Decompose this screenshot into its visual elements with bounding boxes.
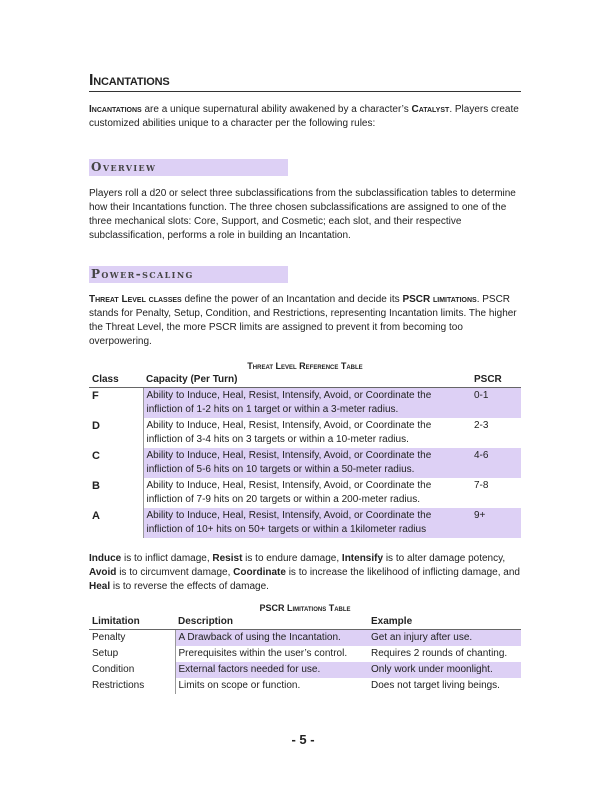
power-scaling-heading: Power-scaling — [91, 267, 194, 281]
power-text-2: . PSCR stands for Penalty, Setup, Condition, and Restrictions, representing Incantation limits. The higher the Threat Level, the more PSCR limits are assigned to prevent it from becoming too overpowering. — [89, 294, 517, 347]
header-example: Example — [368, 615, 521, 630]
class-cell: C — [89, 448, 143, 478]
limitation-cell: Penalty — [89, 630, 175, 647]
description-cell: A Drawback of using the Incantation. — [175, 630, 368, 647]
definitions-paragraph — [89, 552, 521, 594]
limitation-cell: Restrictions — [89, 678, 175, 694]
limitation-cell: Condition — [89, 662, 175, 678]
limitation-cell: Setup — [89, 646, 175, 662]
capacity-cell: Ability to Induce, Heal, Resist, Intensify, Avoid, or Coordinate the infliction of 1-2 hits on 1 target or within a 3-meter radius. — [143, 388, 471, 419]
def-text: is to increase the likelihood of inflicting damage, and — [285, 567, 520, 578]
capacity-cell: Ability to Induce, Heal, Resist, Intensify, Avoid, or Coordinate the infliction of 5-6 hits on 10 targets or within a 50-meter radius. — [143, 448, 471, 478]
def-text: is to alter damage potency, — [383, 553, 506, 564]
table-row — [89, 448, 521, 478]
overview-heading-bar — [89, 159, 288, 176]
header-description: Description — [175, 615, 368, 630]
page-title: Incantations — [89, 72, 521, 92]
capacity-cell: Ability to Induce, Heal, Resist, Intensify, Avoid, or Coordinate the infliction of 10+ hits on 50+ targets or within a 1kilometer radius — [143, 508, 471, 538]
class-cell: A — [89, 508, 143, 538]
power-scaling-paragraph — [89, 293, 521, 349]
threat-table-header-row — [89, 373, 521, 388]
example-cell: Requires 2 rounds of chanting. — [371, 648, 508, 659]
description-cell: Prerequisites within the user’s control. — [178, 648, 348, 659]
overview-paragraph: Players roll a d20 or select three subclassifications from the subclassification tables to determine how their Incantations function. The three chosen subclassifications are assigned to one of the three mechanical slots: Core, Support, and Cosmetic; each slot, and their respective subclassification, performs a role in building an Incantation. — [89, 188, 516, 241]
term-resist: Resist — [212, 553, 243, 564]
table-row — [89, 662, 521, 678]
table-row — [89, 418, 521, 448]
pscr-cell: 7-8 — [474, 480, 489, 491]
term-avoid: Avoid — [89, 567, 117, 578]
def-text: is to inflict damage, — [121, 553, 213, 564]
page-number: - 5 - — [291, 732, 315, 747]
header-limitation: Limitation — [89, 615, 175, 630]
pscr-limitations-table — [89, 615, 521, 694]
table-row — [89, 388, 521, 419]
term-induce: Induce — [89, 553, 122, 564]
pscr-cell: 0-1 — [471, 388, 521, 419]
example-cell: Get an injury after use. — [368, 630, 521, 647]
table-row — [89, 630, 521, 647]
threat-table-caption: Threat Level Reference Table — [247, 361, 363, 371]
term-threat-level-classes: Threat Level classes — [89, 294, 182, 305]
power-scaling-heading-bar — [89, 266, 288, 283]
capacity-cell: Ability to Induce, Heal, Resist, Intensify, Avoid, or Coordinate the infliction of 3-4 hits on 3 targets or within a 10-meter radius. — [146, 420, 432, 445]
intro-text-2: . Players create customized abilities unique to a character per the following rules: — [89, 104, 519, 129]
def-text: is to endure damage, — [242, 553, 342, 564]
pscr-table-header-row — [89, 615, 521, 630]
table-row — [89, 478, 521, 508]
class-cell: D — [89, 418, 143, 448]
table-row — [89, 646, 521, 662]
pscr-cell: 4-6 — [471, 448, 521, 478]
power-text-1: define the power of an Incantation and decide its — [181, 294, 403, 305]
intro-text-1: are a unique supernatural ability awakened by a character’s — [141, 104, 412, 115]
table-row — [89, 508, 521, 538]
description-cell: Limits on scope or function. — [178, 680, 301, 691]
pscr-cell: 9+ — [471, 508, 521, 538]
capacity-cell: Ability to Induce, Heal, Resist, Intensify, Avoid, or Coordinate the infliction of 7-9 hits on 20 targets or within a 200-meter radius. — [146, 480, 432, 505]
class-cell: F — [89, 388, 143, 419]
def-text: is to reverse the effects of damage. — [110, 581, 269, 592]
example-cell: Does not target living beings. — [371, 680, 500, 691]
description-cell: External factors needed for use. — [175, 662, 368, 678]
example-cell: Only work under moonlight. — [368, 662, 521, 678]
overview-heading: Overview — [91, 160, 157, 174]
threat-level-table — [89, 373, 521, 538]
term-intensify: Intensify — [341, 553, 384, 564]
header-class: Class — [89, 373, 143, 388]
intro-paragraph — [89, 103, 521, 131]
term-heal: Heal — [89, 581, 111, 592]
pscr-table-caption: PSCR Limitations Table — [259, 603, 351, 613]
header-pscr: PSCR — [471, 373, 521, 388]
term-pscr-limitations: PSCR limitations — [402, 294, 477, 305]
intro-term-incantations: Incantations — [89, 104, 142, 115]
intro-term-catalyst: Catalyst — [411, 104, 450, 115]
term-coordinate: Coordinate — [233, 567, 286, 578]
table-row — [89, 678, 521, 694]
class-cell: B — [89, 478, 143, 508]
pscr-cell: 2-3 — [474, 420, 489, 431]
header-capacity: Capacity (Per Turn) — [143, 373, 471, 388]
def-text: is to circumvent damage, — [116, 567, 234, 578]
